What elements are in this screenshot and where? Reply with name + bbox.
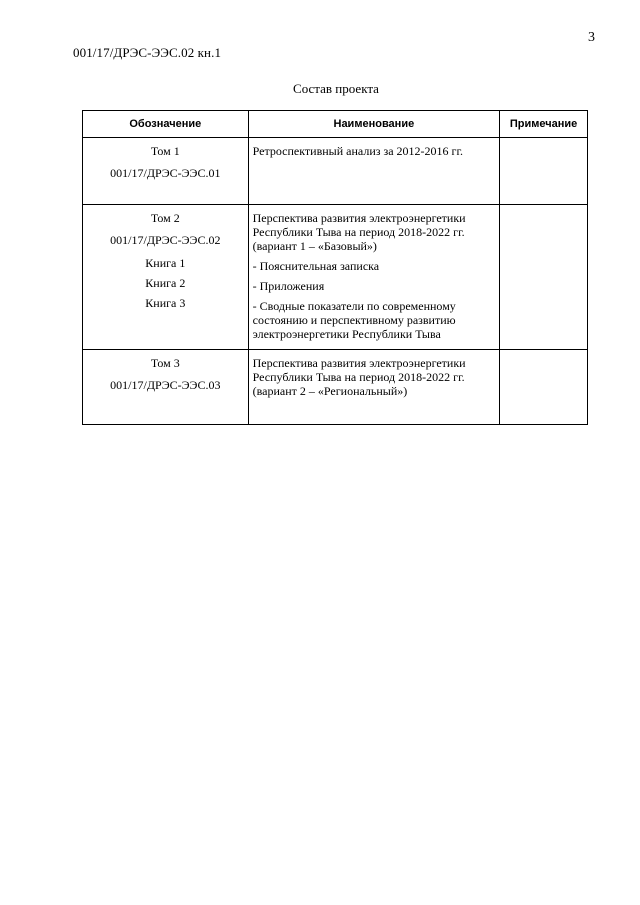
volume-code: 001/17/ДРЭС-ЭЭС.03 (110, 378, 221, 392)
volume-label: Том 3 (150, 356, 180, 370)
note-cell (500, 205, 588, 350)
volume-code: 001/17/ДРЭС-ЭЭС.01 (110, 166, 221, 180)
page-number: 3 (588, 30, 595, 45)
note-cell (500, 138, 588, 205)
book-title: - Сводные показатели по современному состоянию и перспективному развитию электроэнергетики Республики Тыва (252, 299, 456, 341)
volume-label: Том 1 (150, 144, 180, 158)
volume-title: Перспектива развития электроэнергетики Республики Тыва на период 2018-2022 гг. (вариант 2 – «Региональный») (252, 356, 466, 398)
book-label: Книга 3 (145, 296, 186, 310)
volume-code: 001/17/ДРЭС-ЭЭС.02 (110, 233, 221, 247)
book-label: Книга 2 (145, 276, 186, 290)
column-header-note: Примечание (500, 111, 588, 138)
book-title: - Приложения (252, 279, 325, 293)
table-row (83, 138, 588, 205)
book-label: Книга 1 (145, 256, 186, 270)
name-cell (248, 205, 499, 350)
designation-cell (83, 138, 249, 205)
book-title: - Пояснительная записка (252, 259, 380, 273)
project-composition-table (82, 110, 588, 425)
document-code: 001/17/ДРЭС-ЭЭС.02 кн.1 (73, 45, 222, 60)
note-cell (500, 350, 588, 425)
name-cell (248, 138, 499, 205)
volume-title: Перспектива развития электроэнергетики Республики Тыва на период 2018-2022 гг. (вариант 1 – «Базовый») (252, 211, 466, 253)
column-header-name: Наименование (248, 111, 499, 138)
column-header-designation: Обозначение (83, 111, 249, 138)
designation-cell (83, 205, 249, 350)
page-title: Состав проекта (293, 81, 379, 96)
volume-label: Том 2 (150, 211, 180, 225)
designation-cell (83, 350, 249, 425)
table-row (83, 350, 588, 425)
name-cell (248, 350, 499, 425)
volume-title: Ретроспективный анализ за 2012-2016 гг. (252, 144, 464, 158)
table-row (83, 205, 588, 350)
table-header-row (83, 111, 588, 138)
